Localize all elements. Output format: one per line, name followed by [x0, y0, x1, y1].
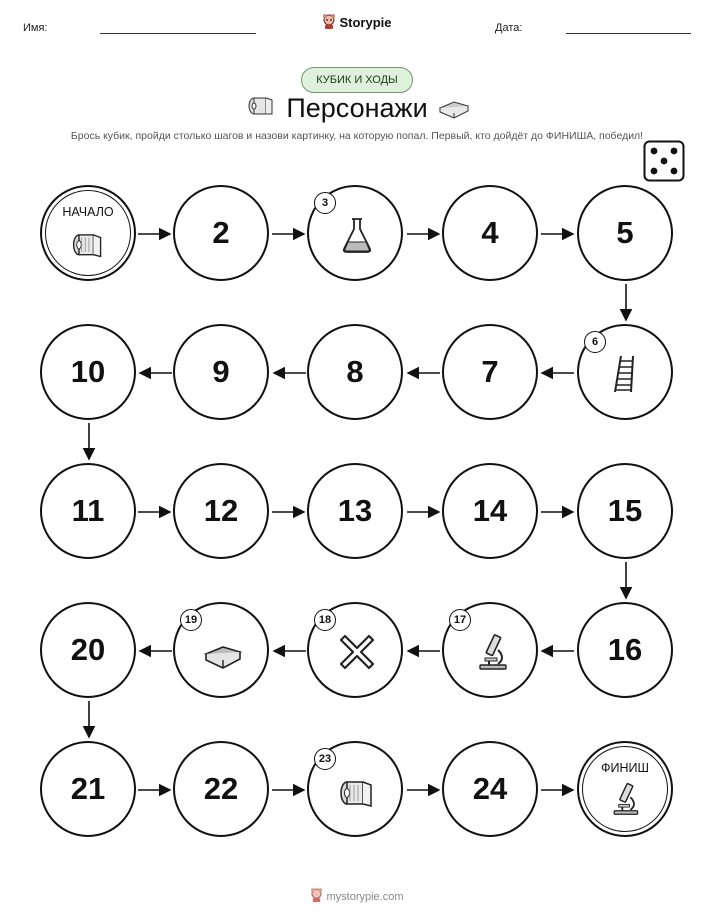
cell-20: 20 — [40, 602, 136, 698]
game-type-badge: КУБИК И ХОДЫ — [301, 67, 413, 93]
cell-16: 16 — [577, 602, 673, 698]
date-label: Дата: — [495, 22, 523, 34]
microscope-icon — [607, 781, 643, 817]
cell-3-badge: 3 — [314, 192, 336, 214]
footer — [0, 888, 714, 906]
cell-23-badge: 23 — [314, 748, 336, 770]
cell-15: 15 — [577, 463, 673, 559]
paper-roll-icon — [70, 225, 106, 261]
cell-7: 7 — [442, 324, 538, 420]
cell-21: 21 — [40, 741, 136, 837]
cell-18-badge: 18 — [314, 609, 336, 631]
cell-14: 14 — [442, 463, 538, 559]
paper-roll-icon — [337, 771, 377, 811]
cell-17-badge: 17 — [449, 609, 471, 631]
finish-cell — [577, 741, 673, 837]
page-title: Персонажи — [286, 93, 428, 123]
name-label: Имя: — [23, 22, 48, 34]
book-icon — [203, 632, 243, 672]
cross-icon — [337, 632, 377, 672]
start-cell — [40, 185, 136, 281]
cell-11: 11 — [40, 463, 136, 559]
cell-22: 22 — [173, 741, 269, 837]
start-label: НАЧАЛО — [62, 205, 114, 219]
ladder-icon — [607, 354, 647, 394]
footer-url[interactable]: mystorypie.com — [326, 890, 404, 903]
cell-4: 4 — [442, 185, 538, 281]
brand-name: Storypie — [339, 14, 392, 30]
cell-9: 9 — [173, 324, 269, 420]
storypie-logo-icon — [310, 888, 323, 906]
cell-13: 13 — [307, 463, 403, 559]
cell-6-badge: 6 — [584, 331, 606, 353]
cell-8: 8 — [307, 324, 403, 420]
finish-label: ФИНИШ — [601, 761, 649, 775]
cell-5: 5 — [577, 185, 673, 281]
cell-24: 24 — [442, 741, 538, 837]
flask-icon — [337, 215, 377, 255]
cell-12: 12 — [173, 463, 269, 559]
instructions: Брось кубик, пройди столько шагов и назови картинку, на которую попал. Первый, кто дойдёт до ФИНИША, победил! — [70, 130, 644, 142]
cell-19-badge: 19 — [180, 609, 202, 631]
microscope-icon — [472, 632, 512, 672]
cell-10: 10 — [40, 324, 136, 420]
cell-2: 2 — [173, 185, 269, 281]
